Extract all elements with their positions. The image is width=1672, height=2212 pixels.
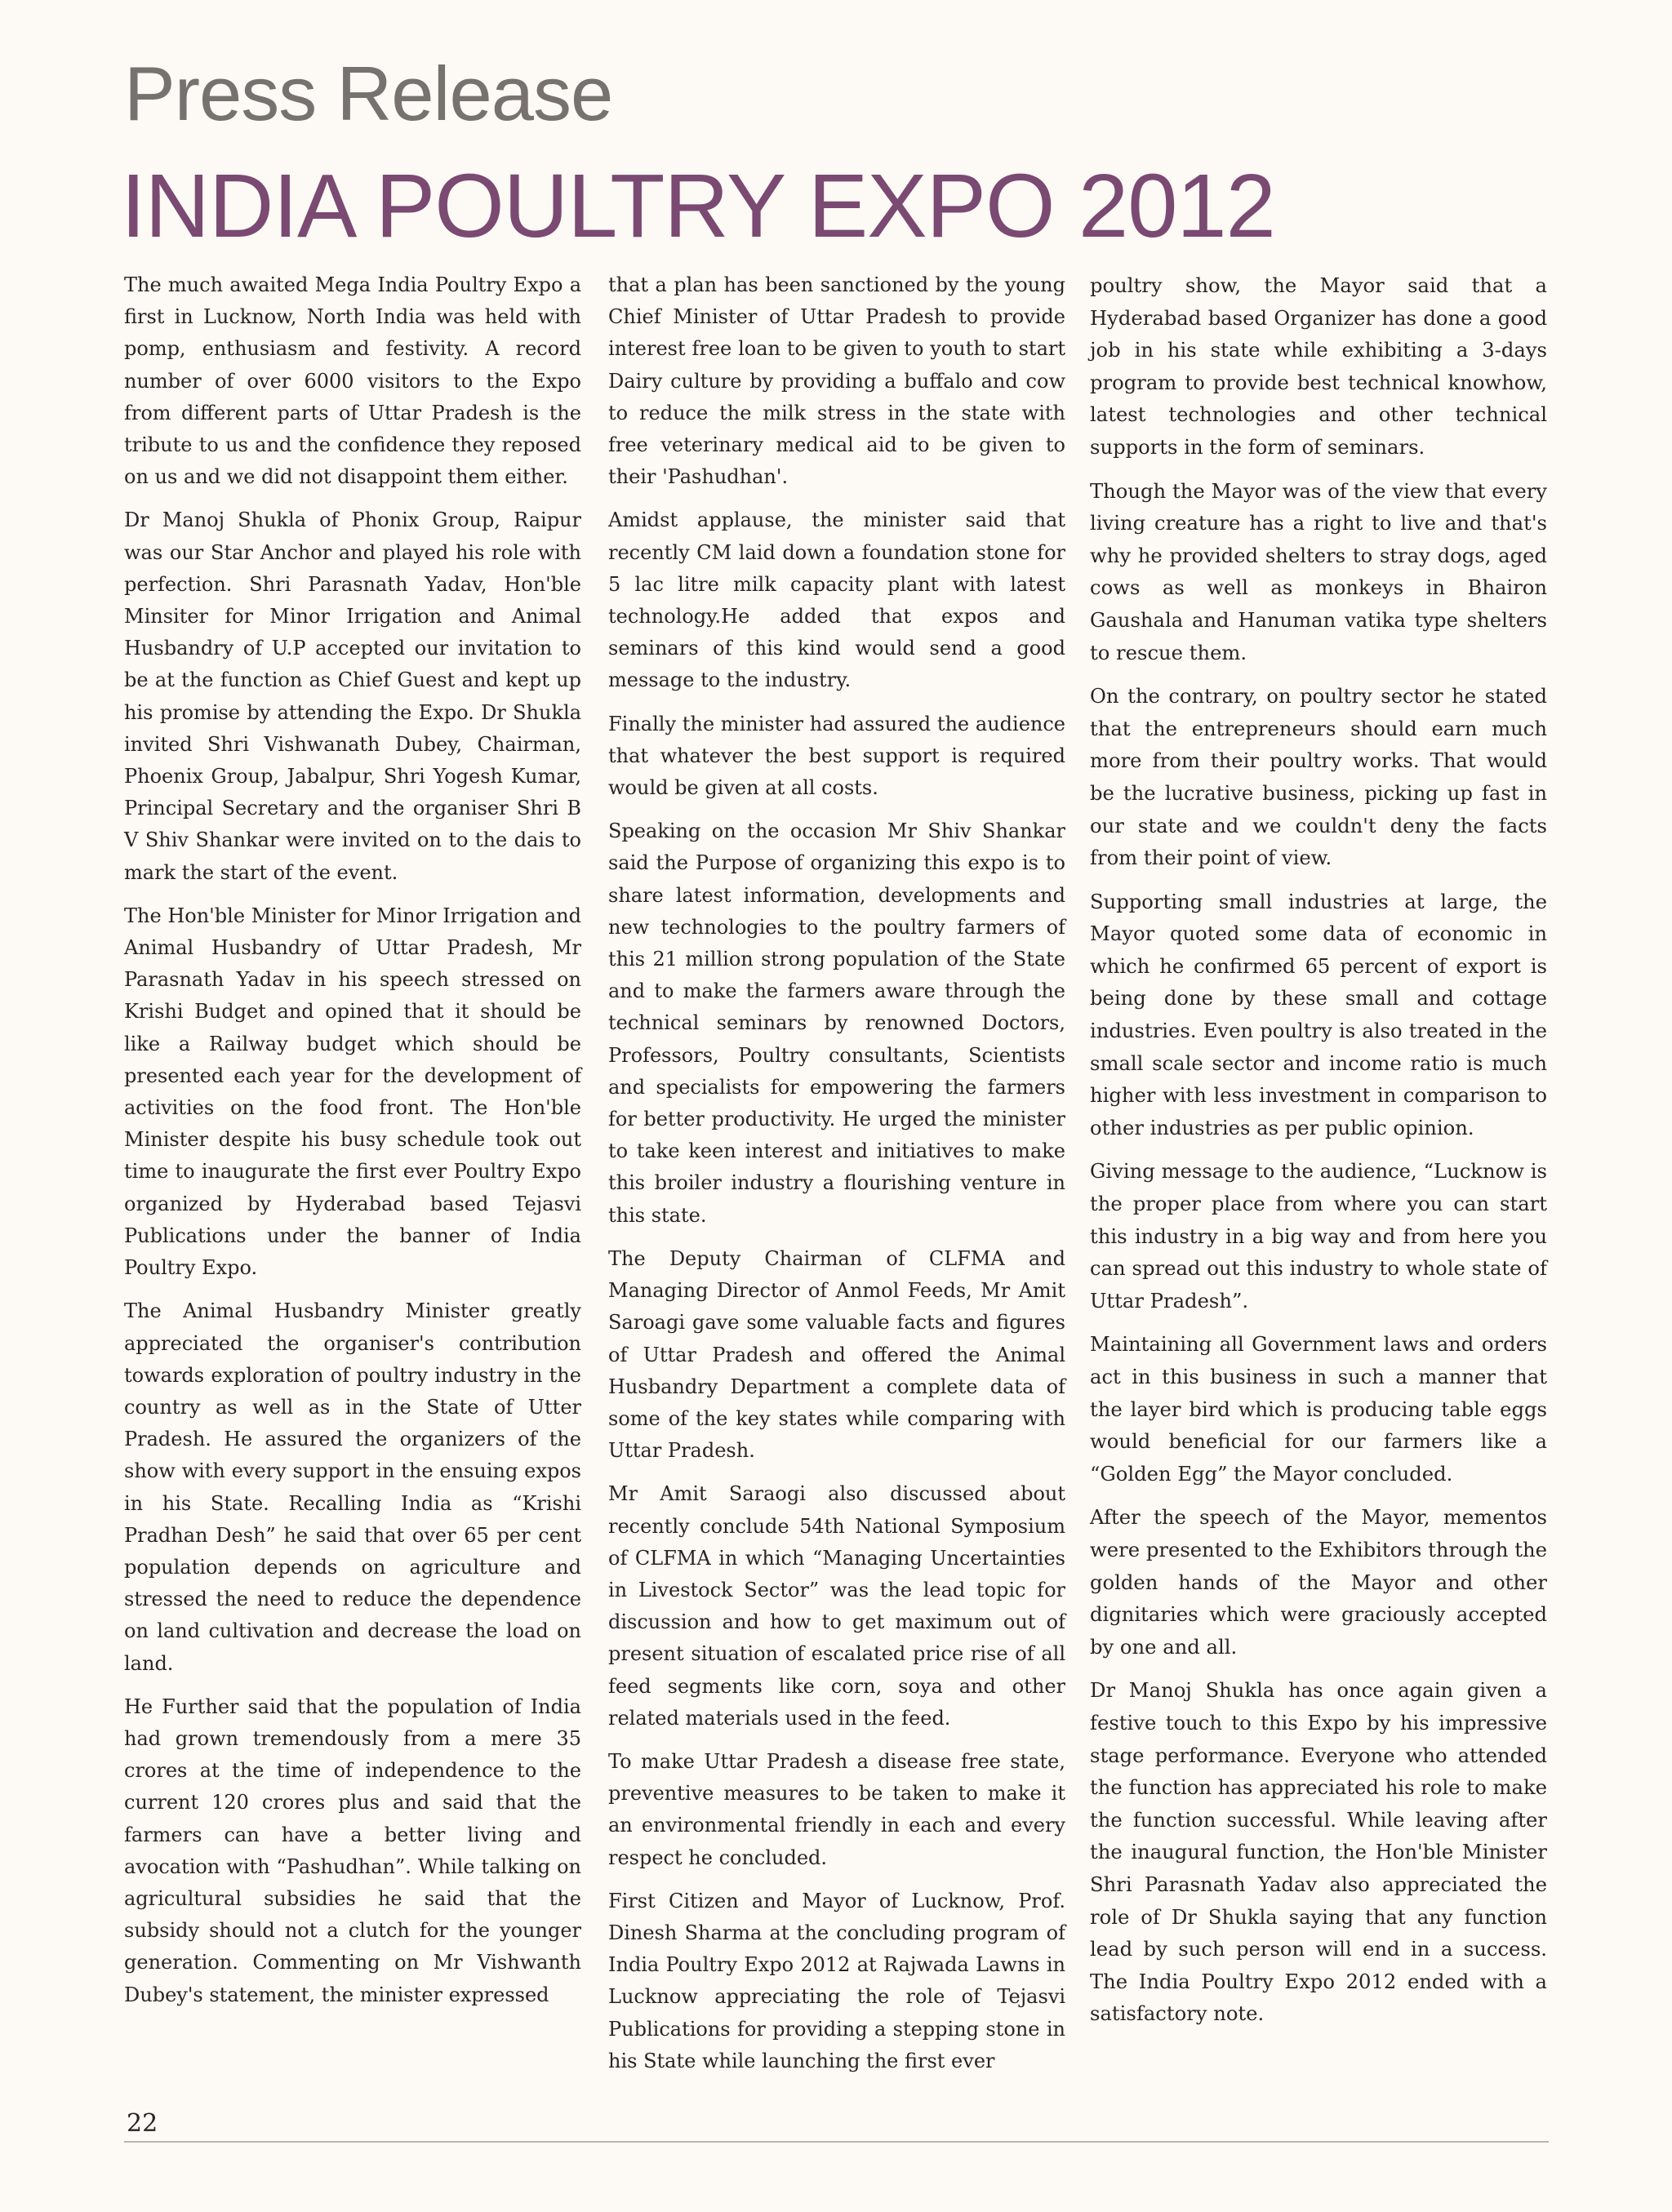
article-paragraph: To make Uttar Pradesh a disease free state, preventive measures to be taken to make it an environmental friendly in each and every respect he concluded. (608, 1749, 1065, 1869)
page-number: 22 (127, 2109, 158, 2138)
article-paragraph: Dr Manoj Shukla has once again given a festive touch to this Expo by his impressive stage performance. Everyone who attended the function has appreciated his role to make the function successful. While leaving after the inaugural function, the Hon'ble Minister Shri Parasnath Yadav also appreciated the role of Dr Shukla saying that any function lead by such person will end in a success. The India Poultry Expo 2012 ended with a satisfactory note. (1090, 1678, 1547, 2026)
article-column-1 (124, 269, 581, 2023)
article-paragraph: First Citizen and Mayor of Lucknow, Prof. Dinesh Sharma at the concluding program of India Poultry Expo 2012 at Rajwada Lawns in Lucknow appreciating the role of Tejasvi Publications for providing a stepping stone in his State while launching the first ever (608, 1889, 1065, 2072)
article-paragraph: Mr Amit Saraogi also discussed about recently conclude 54th National Symposium of CLFMA in which “Managing Uncertainties in Livestock Sector” was the lead topic for discussion and how to get maximum out of present situation of escalated price rise of all feed segments like corn, soya and other related materials used in the feed. (608, 1482, 1065, 1730)
article-paragraph: Speaking on the occasion Mr Shiv Shankar said the Purpose of organizing this expo is to share latest information, developments and new technologies to the poultry farmers of this 21 million strong population of the State and to make the farmers aware through the technical seminars by renowned Doctors, Professors, Poultry consultants, Scientists and specialists for empowering the farmers for better productivity. He urged the minister to take keen interest and initiatives to make this broiler industry a flourishing venture in this state. (608, 820, 1065, 1227)
article-paragraph: Though the Mayor was of the view that every living creature has a right to live and that's why he provided shelters to stray dogs, aged cows as well as monkeys in Bhairon Gaushala and Hanuman vatika type shelters to rescue them. (1090, 478, 1547, 664)
article-paragraph: Giving message to the audience, “Lucknow is the proper place from where you can start this industry in a big way and from here you can spread out this industry to whole state of Uttar Pradesh”. (1090, 1159, 1547, 1313)
section-kicker: Press Release (124, 51, 613, 136)
article-paragraph: poultry show, the Mayor said that a Hyderabad based Organizer has done a good job in his state while exhibiting a 3-days program to provide best technical knowhow, latest technologies and other technical supports in the form of seminars. (1090, 273, 1547, 459)
page-headline: INDIA POULTRY EXPO 2012 (121, 156, 1275, 256)
article-paragraph: After the speech of the Mayor, mementos were presented to the Exhibitors through the golden hands of the Mayor and other dignitaries which were graciously accepted by one and all. (1090, 1505, 1547, 1659)
article-paragraph: that a plan has been sanctioned by the young Chief Minister of Uttar Pradesh to provide interest free loan to be given to youth to start Dairy culture by providing a buffalo and cow to reduce the milk stress in the state with free veterinary medical aid to be given to their 'Pashudhan'. (608, 273, 1065, 489)
footer-divider (124, 2141, 1549, 2143)
article-paragraph: Amidst applause, the minister said that recently CM laid down a foundation stone for 5 lac litre milk capacity plant with latest technology.He added that expos and seminars of this kind would send a good message to the industry. (608, 509, 1065, 692)
article-paragraph: The Animal Husbandry Minister greatly appreciated the organiser's contribution towards exploration of poultry industry in the country as well as in the State of Utter Pradesh. He assured the organizers of the show with every support in the ensuing expos in his State. Recalling India as “Krishi Pradhan Desh” he said that over 65 per cent population depends on agriculture and stressed the need to reduce the dependence on land cultivation and decrease the load on land. (124, 1299, 581, 1675)
article-column-3 (1090, 269, 1547, 2041)
article-paragraph: Dr Manoj Shukla of Phonix Group, Raipur was our Star Anchor and played his role with perfection. Shri Parasnath Yadav, Hon'ble Minsiter for Minor Irrigation and Animal Husbandry of U.P accepted our invitation to be at the function as Chief Guest and kept up his promise by attending the Expo. Dr Shukla invited Shri Vishwanath Dubey, Chairman, Phoenix Group, Jabalpur, Shri Yogesh Kumar, Principal Secretary and the organiser Shri B V Shiv Shankar were invited on to the dais to mark the start of the event. (124, 509, 581, 884)
article-paragraph: The Hon'ble Minister for Minor Irrigation and Animal Husbandry of Uttar Pradesh, Mr Parasnath Yadav in his speech stressed on Krishi Budget and opined that it should be like a Railway budget which should be presented each year for the development of activities on the food front. The Hon'ble Minister despite his busy schedule took out time to inaugurate the first ever Poultry Expo organized by Hyderabad based Tejasvi Publications under the banner of India Poultry Expo. (124, 904, 581, 1280)
article-column-2 (608, 269, 1065, 2089)
article-paragraph: He Further said that the population of India had grown tremendously from a mere 35 crores at the time of independence to the current 120 crores plus and said that the farmers can have a better living and avocation with “Pashudhan”. While talking on agricultural subsidies he said that the subsidy should not a clutch for the younger generation. Commenting on Mr Vishwanth Dubey's statement, the minister expressed (124, 1695, 581, 2006)
article-paragraph: Finally the minister had assured the audience that whatever the best support is required would be given at all costs. (608, 712, 1065, 800)
article-paragraph: The much awaited Mega India Poultry Expo a first in Lucknow, North India was held with pomp, enthusiasm and festivity. A record number of over 6000 visitors to the Expo from different parts of Uttar Pradesh is the tribute to us and the confidence they reposed on us and we did not disappoint them either. (124, 273, 581, 489)
article-paragraph: The Deputy Chairman of CLFMA and Managing Director of Anmol Feeds, Mr Amit Saroagi gave some valuable facts and figures of Uttar Pradesh and offered the Animal Husbandry Department a complete data of some of the key states while comparing with Uttar Pradesh. (608, 1246, 1065, 1463)
article-paragraph: Maintaining all Government laws and orders act in this business in such a manner that the layer bird which is producing table eggs would beneficial for our farmers like a “Golden Egg” the Mayor concluded. (1090, 1332, 1547, 1486)
article-paragraph: Supporting small industries at large, the Mayor quoted some data of economic in which he confirmed 65 percent of export is being done by these small and cottage industries. Even poultry is also treated in the small scale sector and income ratio is much higher with less investment in comparison to other industries as per public opinion. (1090, 889, 1547, 1139)
article-paragraph: On the contrary, on poultry sector he stated that the entrepreneurs should earn much more from their poultry works. That would be the lucrative business, picking up fast in our state and we couldn't deny the facts from their point of view. (1090, 684, 1547, 870)
